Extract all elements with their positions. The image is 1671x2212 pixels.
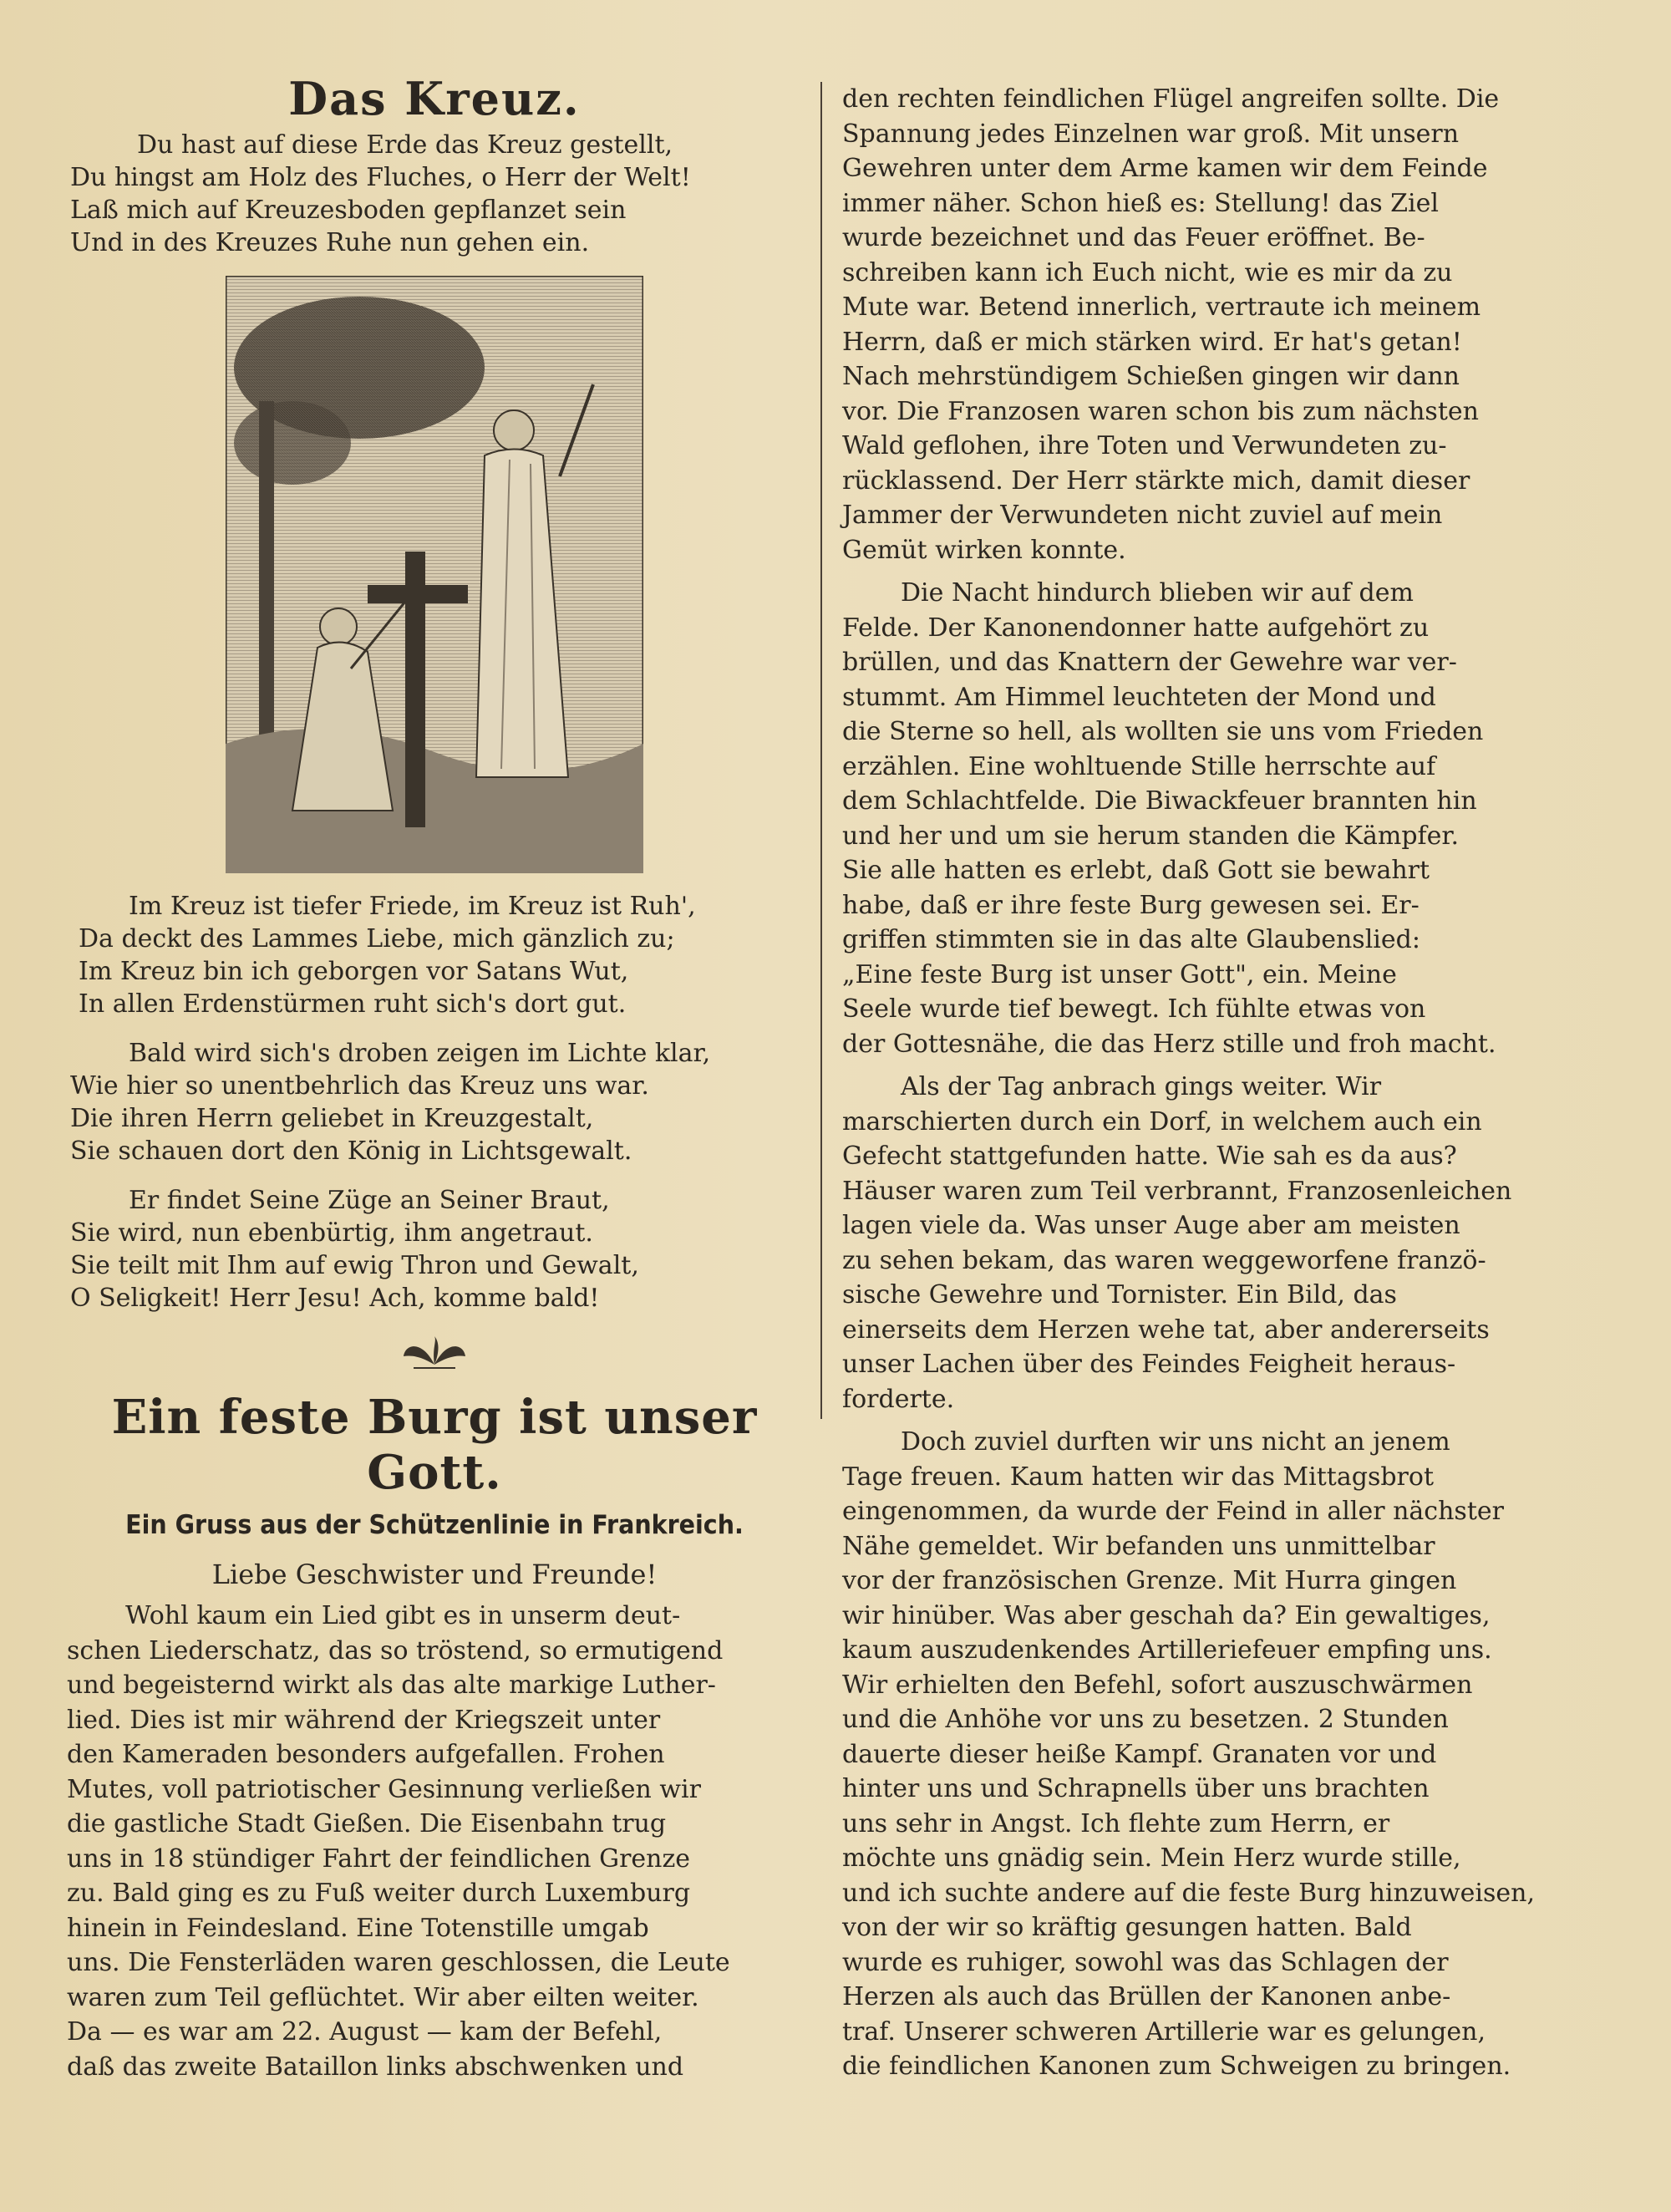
- crucifixion-engraving-icon: [226, 276, 643, 873]
- text-line: sische Gewehre und Tornister. Ein Bild, das: [842, 1280, 1397, 1309]
- text-line: wir hinüber. Was aber geschah da? Ein gewaltiges,: [842, 1600, 1491, 1630]
- text-line: uns in 18 stündiger Fahrt der feindlichen Grenze: [67, 1843, 691, 1874]
- text-line: Wir erhielten den Befehl, sofort auszuschwärmen: [842, 1670, 1473, 1700]
- article-paragraph: [842, 82, 1577, 567]
- text-line: zu sehen bekam, das waren weggeworfene franzö-: [842, 1245, 1486, 1275]
- text-line: einerseits dem Herzen wehe tat, aber andererseits: [842, 1314, 1490, 1345]
- article-salutation: Liebe Geschwister und Freunde!: [211, 1559, 658, 1590]
- text-line: waren zum Teil geflüchtet. Wir aber eilten weiter.: [67, 1982, 699, 2012]
- text-line: den rechten feindlichen Flügel angreifen sollte. Die: [842, 84, 1500, 114]
- text-line: habe, daß er ihre feste Burg gewesen sei. Er-: [842, 890, 1420, 920]
- poem-line: Sie wird, nun ebenbürtig, ihm angetraut.: [70, 1218, 593, 1248]
- text-line: Herzen als auch das Brüllen der Kanonen anbe-: [842, 1982, 1451, 2011]
- poem-intro: [70, 129, 802, 259]
- text-line: und die Anhöhe vor uns zu besetzen. 2 Stunden: [842, 1705, 1449, 1734]
- text-line: daß das zweite Bataillon links abschwenken und: [67, 2052, 684, 2082]
- text-line: Gewehren unter dem Arme kamen wir dem Feinde: [842, 154, 1488, 183]
- text-line: Wohl kaum ein Lied gibt es in unserm deut-: [125, 1601, 681, 1630]
- text-line: wurde bezeichnet und das Feuer eröffnet. Be-: [842, 223, 1425, 252]
- text-line: stummt. Am Himmel leuchteten der Mond und: [842, 682, 1436, 712]
- poem-line: Bald wird sich's droben zeigen im Lichte klar,: [129, 1039, 711, 1068]
- text-line: Wald geflohen, ihre Toten und Verwundeten zu-: [842, 431, 1447, 460]
- text-line: lied. Dies ist mir während der Kriegszeit unter: [67, 1705, 661, 1735]
- left-column: [67, 72, 802, 2084]
- poem-line: Im Kreuz ist tiefer Friede, im Kreuz ist Ruh',: [129, 892, 696, 921]
- text-line: Mute war. Betend innerlich, vertraute ich meinem: [842, 292, 1481, 322]
- poem-line: Und in des Kreuzes Ruhe nun gehen ein.: [70, 228, 590, 257]
- text-line: griffen stimmten sie in das alte Glaubenslied:: [842, 925, 1420, 954]
- poem-line: Da deckt des Lammes Liebe, mich gänzlich zu;: [79, 924, 675, 953]
- text-line: brüllen, und das Knattern der Gewehre war ver-: [842, 648, 1457, 677]
- text-line: rücklassend. Der Herr stärkte mich, damit dieser: [842, 465, 1470, 496]
- text-line: Häuser waren zum Teil verbrannt, Franzosenleichen: [842, 1176, 1512, 1206]
- text-line: schreiben kann ich Euch nicht, wie es mir da zu: [842, 257, 1453, 287]
- text-line: Felde. Der Kanonendonner hatte aufgehört zu: [842, 613, 1430, 643]
- text-line: erzählen. Eine wohltuende Stille herrschte auf: [842, 751, 1436, 781]
- text-line: vor. Die Franzosen waren schon bis zum nächsten: [842, 396, 1479, 426]
- text-line: Nach mehrstündigem Schießen gingen wir dann: [842, 362, 1460, 391]
- text-line: von der wir so kräftig gesungen hatten. Bald: [842, 1913, 1412, 1942]
- text-line: die Sterne so hell, als wollten sie uns vom Frieden: [842, 717, 1484, 746]
- article-paragraph: [842, 1425, 1577, 2084]
- text-line: wurde es ruhiger, sowohl was das Schlagen der: [842, 1947, 1449, 1977]
- text-line: traf. Unserer schweren Artillerie war es gelungen,: [842, 2016, 1486, 2047]
- poem-line: Du hingst am Holz des Fluches, o Herr der Welt!: [70, 163, 691, 192]
- text-line: dauerte dieser heiße Kampf. Granaten vor und: [842, 1739, 1437, 1769]
- text-line: Gemüt wirken konnte.: [842, 535, 1126, 565]
- text-line: Gefecht stattgefunden hatte. Wie sah es da aus?: [842, 1142, 1457, 1171]
- poem-line: Wie hier so unentbehrlich das Kreuz uns war.: [70, 1071, 649, 1101]
- poem-line: Sie schauen dort den König in Lichtsgewalt.: [70, 1137, 632, 1166]
- text-line: die feindlichen Kanonen zum Schweigen zu bringen.: [842, 2052, 1511, 2081]
- text-line: die gastliche Stadt Gießen. Die Eisenbahn trug: [67, 1809, 667, 1838]
- text-line: vor der französischen Grenze. Mit Hurra gingen: [842, 1566, 1457, 1595]
- text-line: den Kameraden besonders aufgefallen. Frohen: [67, 1740, 665, 1769]
- poem-line: Sie teilt mit Ihm auf ewig Thron und Gewalt,: [70, 1251, 639, 1280]
- text-line: Nähe gemeldet. Wir befanden uns unmittelbar: [842, 1531, 1435, 1561]
- right-column: [842, 82, 1577, 2084]
- text-line: Tage freuen. Kaum hatten wir das Mittagsbrot: [842, 1462, 1435, 1492]
- text-line: Mutes, voll patriotischer Gesinnung verließen wir: [67, 1774, 701, 1804]
- text-line: immer näher. Schon hieß es: Stellung! das Ziel: [842, 188, 1439, 218]
- text-line: uns sehr in Angst. Ich flehte zum Herrn, er: [842, 1808, 1390, 1838]
- poem-stanza: [70, 890, 802, 1020]
- poem-line: Die ihren Herrn geliebet in Kreuzgestalt,: [70, 1104, 594, 1133]
- article-title: Ein feste Burg ist unser Gott.: [111, 1390, 758, 1500]
- poem-line: O Seligkeit! Herr Jesu! Ach, komme bald!: [70, 1284, 600, 1313]
- text-line: möchte uns gnädig sein. Mein Herz wurde stille,: [842, 1843, 1461, 1873]
- text-line: eingenommen, da wurde der Feind in aller nächster: [842, 1497, 1504, 1526]
- text-line: und ich suchte andere auf die feste Burg hinzuweisen,: [842, 1878, 1535, 1908]
- article-paragraph: [842, 576, 1577, 1061]
- text-line: uns. Die Fensterläden waren geschlossen, die Leute: [67, 1948, 730, 1977]
- poem-line: Er findet Seine Züge an Seiner Braut,: [129, 1186, 610, 1215]
- leaf-ornament-icon: [397, 1331, 472, 1373]
- poem-stanza: [70, 1184, 802, 1314]
- text-line: Jammer der Verwundeten nicht zuviel auf mein: [842, 501, 1443, 530]
- text-line: marschierten durch ein Dorf, in welchem auch ein: [842, 1106, 1482, 1137]
- text-line: Seele wurde tief bewegt. Ich fühlte etwas von: [842, 994, 1426, 1024]
- poem-line: Laß mich auf Kreuzesboden gepflanzet sein: [70, 196, 627, 225]
- text-line: hinter uns und Schrapnells über uns brachten: [842, 1774, 1430, 1803]
- text-line: Da — es war am 22. August — kam der Befehl,: [67, 2017, 663, 2047]
- article-subtitle: Ein Gruss aus der Schützenlinie in Frankreich.: [125, 1510, 744, 1540]
- text-line: dem Schlachtfelde. Die Biwackfeuer brannten hin: [842, 786, 1477, 816]
- poem-line: In allen Erdenstürmen ruht sich's dort gut.: [79, 989, 627, 1019]
- text-line: und begeisternd wirkt als das alte markige Luther-: [67, 1670, 716, 1700]
- text-line: Herrn, daß er mich stärken wird. Er hat's getan!: [842, 327, 1462, 357]
- text-line: forderte.: [842, 1384, 955, 1414]
- poem-stanza: [70, 1037, 802, 1167]
- text-line: der Gottesnähe, die das Herz stille und froh macht.: [842, 1029, 1496, 1059]
- text-line: Spannung jedes Einzelnen war groß. Mit unsern: [842, 119, 1460, 149]
- text-line: Sie alle hatten es erlebt, daß Gott sie bewahrt: [842, 856, 1430, 885]
- poem-line: Du hast auf diese Erde das Kreuz gestellt,: [137, 130, 673, 160]
- text-line: Als der Tag anbrach gings weiter. Wir: [901, 1072, 1382, 1101]
- text-line: Doch zuviel durften wir uns nicht an jenem: [901, 1427, 1450, 1457]
- text-line: kaum auszudenkendes Artilleriefeuer empfing uns.: [842, 1635, 1492, 1665]
- text-line: lagen viele da. Was unser Auge aber am meisten: [842, 1211, 1460, 1240]
- column-divider: [820, 82, 822, 1419]
- text-line: zu. Bald ging es zu Fuß weiter durch Luxemburg: [67, 1879, 691, 1908]
- text-line: Die Nacht hindurch blieben wir auf dem: [901, 578, 1414, 608]
- text-line: schen Liederschatz, das so tröstend, so ermutigend: [67, 1635, 724, 1665]
- article-paragraph: [67, 1599, 802, 2084]
- article-paragraph: [842, 1070, 1577, 1416]
- text-line: „Eine feste Burg ist unser Gott", ein. Meine: [842, 959, 1397, 989]
- text-line: unser Lachen über des Feindes Feigheit heraus-: [842, 1350, 1456, 1379]
- poem-title: Das Kreuz.: [288, 72, 581, 125]
- text-line: hinein in Feindesland. Eine Totenstille umgab: [67, 1913, 649, 1943]
- poem-line: Im Kreuz bin ich geborgen vor Satans Wut,: [79, 957, 629, 986]
- text-line: und her und um sie herum standen die Kämpfer.: [842, 821, 1459, 851]
